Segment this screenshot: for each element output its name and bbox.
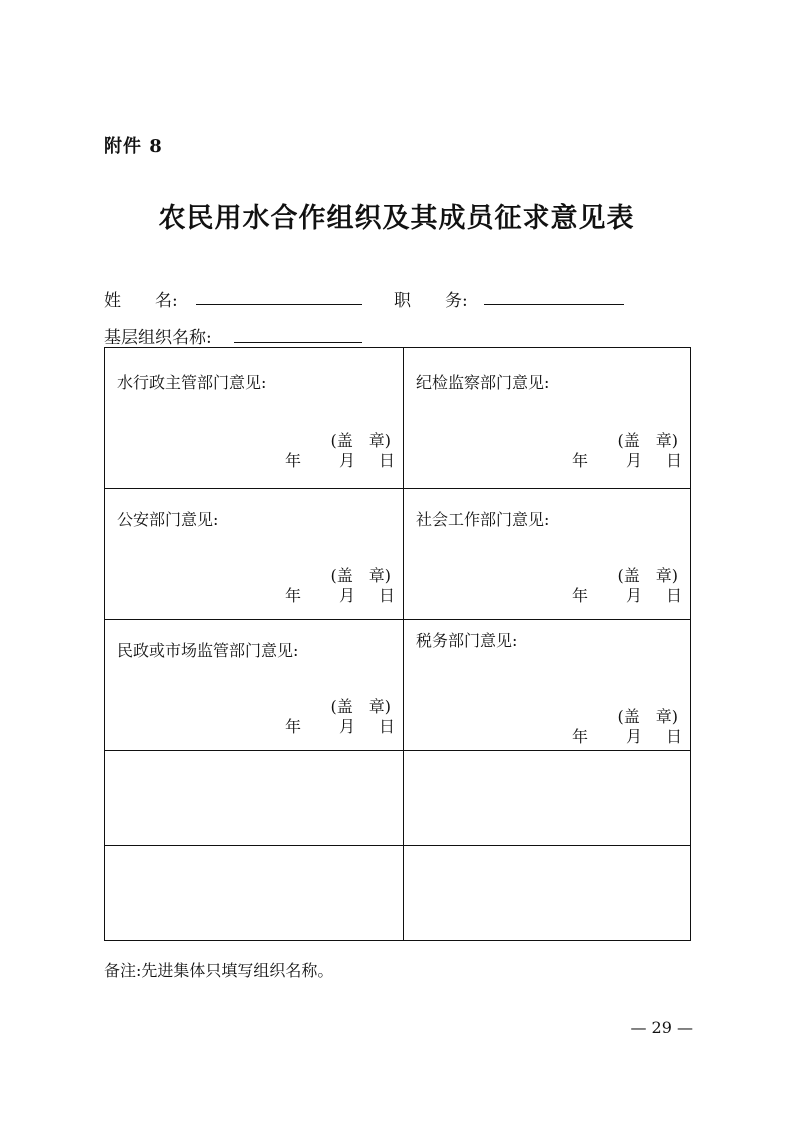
date-line: 年 月 日	[571, 451, 682, 470]
seal-label: (盖 章)	[617, 566, 678, 585]
name-field[interactable]	[196, 304, 362, 305]
page-number: — 29 —	[630, 1018, 693, 1037]
opinion-cell-tax[interactable]	[404, 620, 691, 751]
seal-label: (盖 章)	[617, 707, 678, 726]
opinion-table	[104, 347, 691, 941]
seal-label: (盖 章)	[617, 431, 678, 450]
position-label: 职 务:	[394, 291, 468, 311]
cell-title: 公安部门意见:	[117, 510, 219, 529]
page-title: 农民用水合作组织及其成员征求意见表	[158, 203, 635, 234]
cell-title: 水行政主管部门意见:	[117, 373, 267, 392]
opinion-cell-social-work[interactable]	[404, 489, 691, 620]
date-line: 年 月 日	[571, 727, 682, 746]
cell-title: 纪检监察部门意见:	[416, 373, 550, 392]
org-name-label: 基层组织名称:	[104, 328, 212, 348]
org-name-field[interactable]	[234, 342, 362, 343]
opinion-cell-police[interactable]	[105, 489, 404, 620]
attachment-label: 附件 8	[104, 136, 163, 157]
date-line: 年 月 日	[284, 717, 395, 736]
opinion-cell-water[interactable]	[105, 348, 404, 489]
position-field[interactable]	[484, 304, 624, 305]
opinion-cell-civil-affairs[interactable]	[105, 620, 404, 751]
blank-cell[interactable]	[404, 751, 691, 846]
blank-cell[interactable]	[105, 846, 404, 941]
date-line: 年 月 日	[284, 586, 395, 605]
date-line: 年 月 日	[571, 586, 682, 605]
blank-cell[interactable]	[404, 846, 691, 941]
cell-title: 民政或市场监管部门意见:	[117, 641, 299, 660]
name-label: 姓 名:	[104, 291, 178, 311]
cell-title: 税务部门意见:	[416, 631, 518, 650]
footnote: 备注:先进集体只填写组织名称。	[104, 961, 334, 980]
cell-title: 社会工作部门意见:	[416, 510, 550, 529]
seal-label: (盖 章)	[330, 431, 391, 450]
seal-label: (盖 章)	[330, 697, 391, 716]
opinion-cell-discipline[interactable]	[404, 348, 691, 489]
date-line: 年 月 日	[284, 451, 395, 470]
blank-cell[interactable]	[105, 751, 404, 846]
seal-label: (盖 章)	[330, 566, 391, 585]
